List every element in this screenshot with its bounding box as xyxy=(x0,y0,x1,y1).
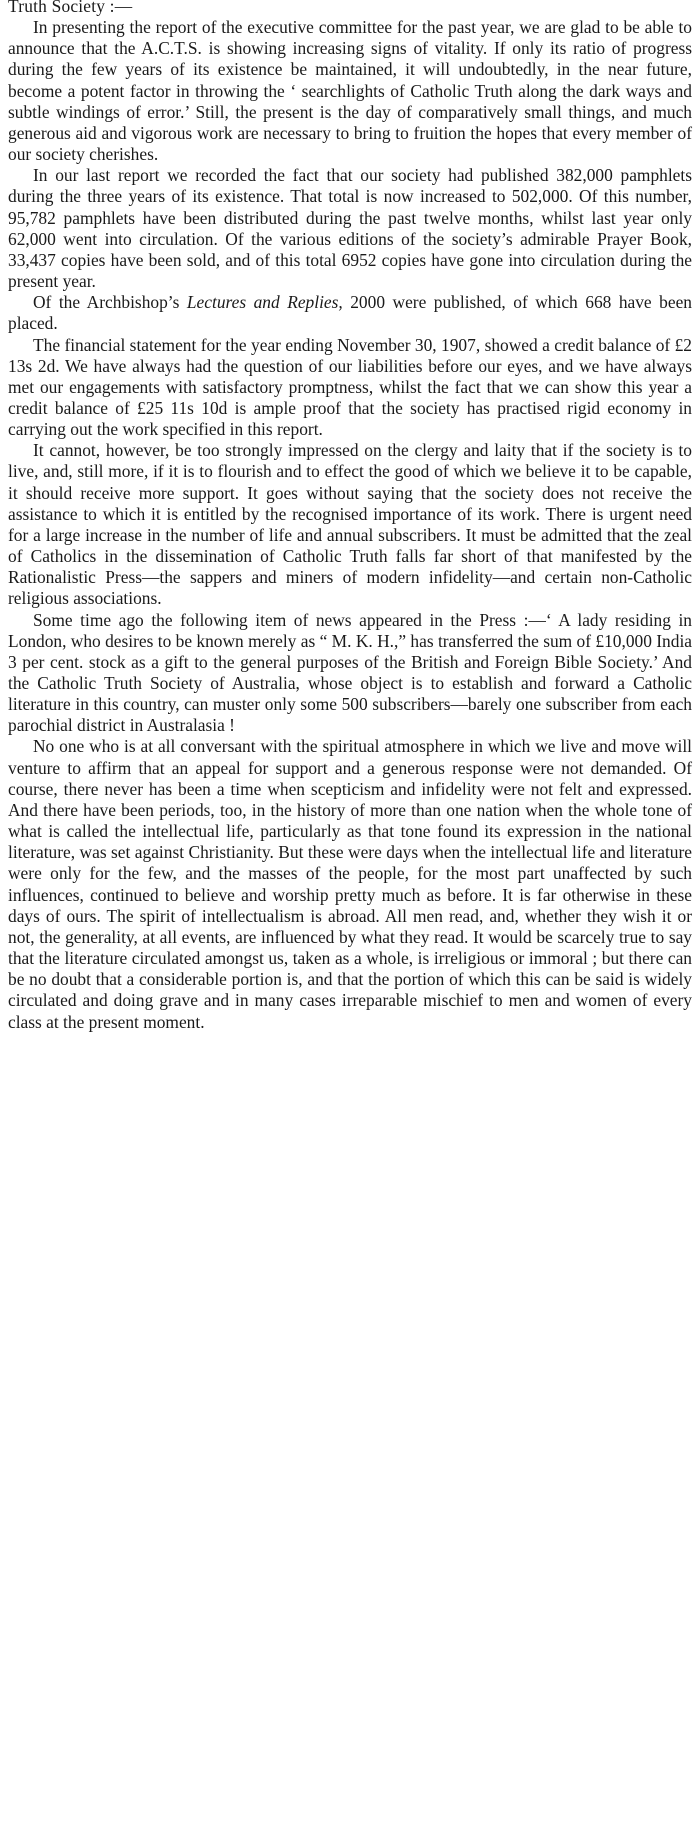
paragraph-bible-society: Some time ago the following item of news appeared in the Press :—‘ A lady residing in London, who desires to be known merely as “ M. K. H.,” has transferred the sum of £10,000 India 3 per cent. stock as a gift to the general purposes of the British and Foreign Bible Society.’ And the Catholic Truth Society of Australia, whose object is to establish and forward a Catholic literature in this country, can muster only some 500 subscribers—barely one subscriber from each parochial district in Australasia ! xyxy=(8,609,692,736)
lectures-text-before: Of the Archbishop’s xyxy=(33,292,187,313)
paragraph-need-support: It cannot, however, be too strongly impressed on the clergy and laity that if the society is to live, and, still more, if it is to flourish and to effect the good of which we believe it to be capable, it should receive more support. It goes without saying that the society does not receive the assistance to which it is entitled by the recognised importance of its work. There is urgent need for a large increase in the number of life and annual subscribers. It must be admitted that the zeal of Catholics in the dissemination of Catholic Truth falls far short of that manifested by the Rationalistic Press—the sappers and miners of modern infidelity—and certain non-Catholic religious associations. xyxy=(8,440,692,609)
paragraph-report-intro: In presenting the report of the executive committee for the past year, we are glad to be able to announce that the A.C.T.S. is showing increasing signs of vitality. If only its ratio of progress during the few years of its existence be maintained, it will undoubtedly, in the near future, become a potent factor in throwing the ‘ searchlights of Catholic Truth along the dark ways and subtle windings of error.’ Still, the present is the day of comparatively small things, and much generous aid and vigorous work are necessary to bring to fruition the hopes that every member of our society cherishes. xyxy=(8,17,692,165)
lectures-text-after: 2000 were published, of which 668 have been placed. xyxy=(8,292,692,334)
paragraph-pamphlet-figures: In our last report we recorded the fact that our society had published 382,000 pamphlets during the three years of its existence. That total is now increased to 502,000. Of this number, 95,782 pamphlets have been distributed during the past twelve months, whilst last year only 62,000 went into circulation. Of the various editions of the society’s admirable Prayer Book, 33,437 copies have been sold, and of this total 6952 copies have gone into circulation during the present year. xyxy=(8,165,692,292)
section-heading: Truth Society :— xyxy=(8,0,133,16)
paragraph-lectures xyxy=(8,292,692,334)
paragraph-spiritual-atmosphere: No one who is at all conversant with the spiritual atmosphere in which we live and move will venture to affirm that an appeal for support and a generous response were not demanded. Of course, there never has been a time when scepticism and infidelity were not felt and expressed. And there have been periods, too, in the history of more than one nation when the whole tone of what is called the intellectual life, particularly as that tone found its expression in the national literature, was set against Christianity. But these were days when the intellectual life and literature were only for the few, and the masses of the people, for the most part unaffected by such influences, continued to believe and worship pretty much as before. It is far otherwise in these days of ours. The spirit of intellectualism is abroad. All men read, and, whether they wish it or not, the generality, at all events, are influenced by what they read. It would be scarcely true to say that the literature circulated amongst us, taken as a whole, is irreligious or immoral ; but there can be no doubt that a considerable portion is, and that the portion of which this can be said is widely circulated and doing grave and in many cases irreparable mischief to men and women of every class at the present moment. xyxy=(8,736,692,1032)
paragraph-financial-statement: The financial statement for the year ending November 30, 1907, showed a credit balance of £2 13s 2d. We have always had the question of our liabilities before our eyes, and we have always met our engagements with satisfactory promptness, whilst the fact that we can show this year a credit balance of £25 11s 10d is ample proof that the society has practised rigid economy in carrying out the work specified in this report. xyxy=(8,334,692,440)
lectures-title: Lectures and Replies, xyxy=(186,292,343,313)
